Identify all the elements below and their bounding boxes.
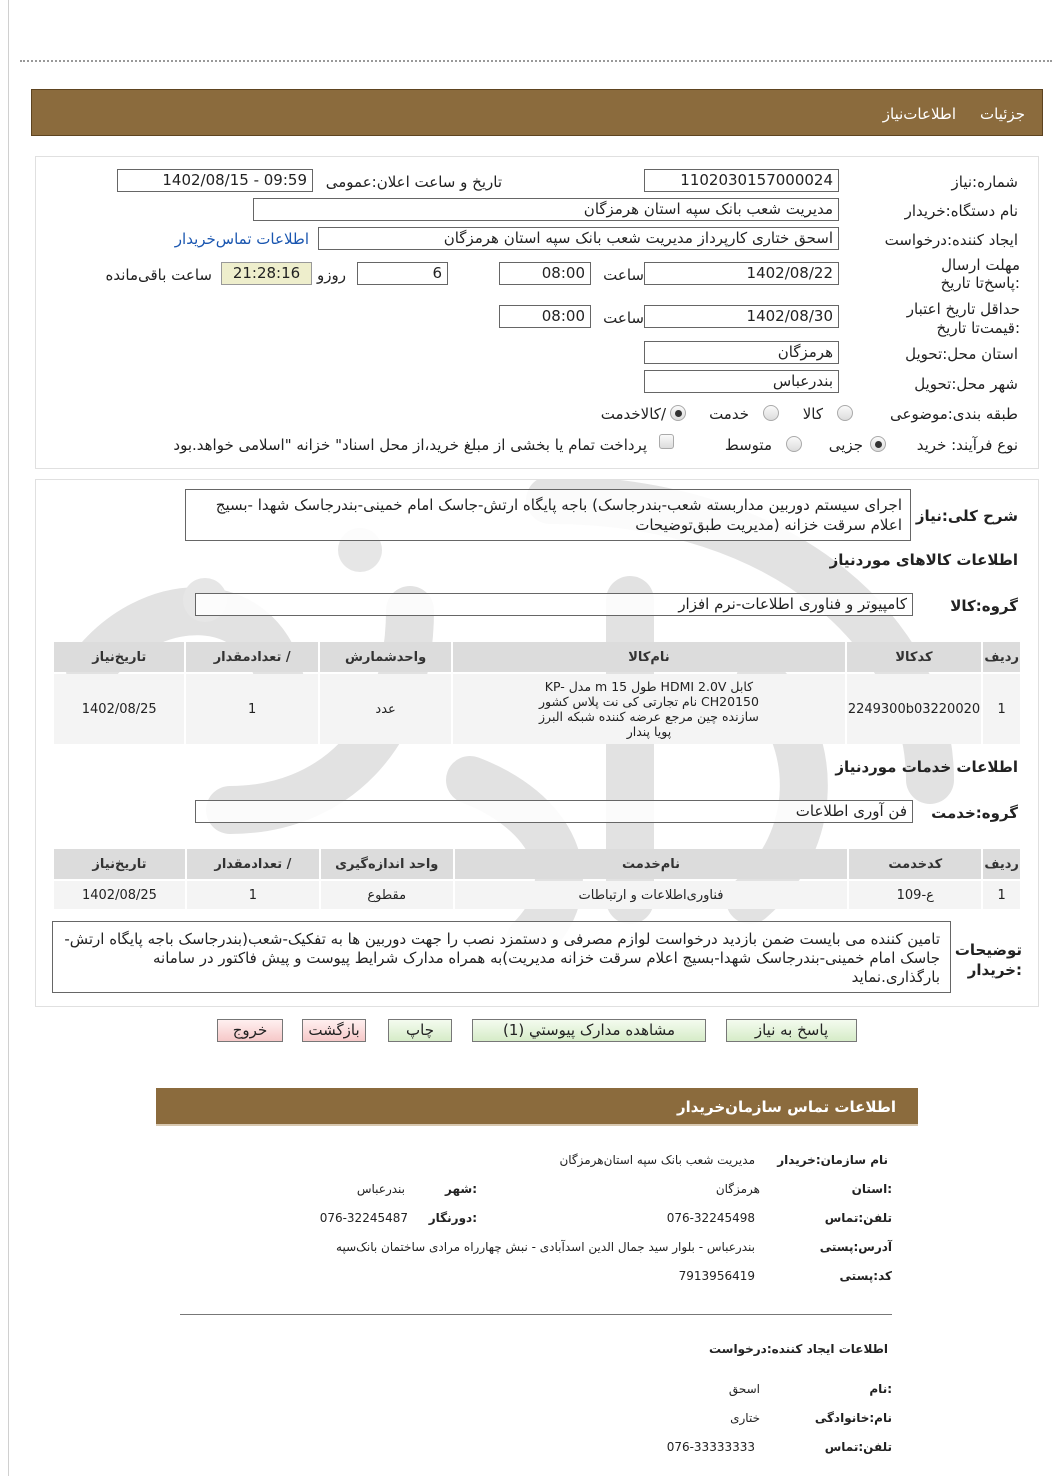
price-date-field: 1402/08/30 xyxy=(644,305,839,328)
goods-table-header xyxy=(54,642,1020,672)
contact-fax-value: 076-32245487 xyxy=(319,1211,408,1225)
price-time-field: 08:00 xyxy=(499,305,591,328)
buyer-contact-link[interactable]: اطلاعات تماس‌خریدار xyxy=(174,230,309,248)
remaining-label: ساعت باقی‌مانده xyxy=(105,266,212,284)
contact-section-title: اطلاعات تماس سازمان‌خریدار xyxy=(676,1098,896,1116)
services-col-qty: / تعدادمقدار xyxy=(187,849,319,879)
contact-city-value: بندرعباس xyxy=(356,1182,405,1196)
contact-phone-label: تلفن:تماس xyxy=(824,1211,892,1225)
contact-province-label: :استان xyxy=(851,1182,892,1196)
back-button[interactable]: بازگشت xyxy=(302,1019,366,1042)
contact-city-label: :شهر xyxy=(445,1182,477,1196)
need-number-label: شماره:نیاز xyxy=(951,173,1018,191)
process-option-medium: متوسط xyxy=(724,436,772,454)
category-option-service: خدمت xyxy=(709,405,749,423)
goods-col-date: تاریخ‌نیاز xyxy=(54,642,184,672)
goods-cell-qty: 1 xyxy=(186,674,317,744)
services-col-name: نام‌خدمت xyxy=(455,849,848,879)
announce-date-field: 1402/08/15 - 09:59 xyxy=(117,169,313,192)
exit-button[interactable]: خروج xyxy=(217,1019,283,1042)
buyer-notes-text: تامین کننده می بایست ضمن بازدید درخواست لوازم مصرفی و دستمزد نصب را جهت دوربین ها به تفکیک-شعب(بندرجاسک باجه پایگاه ارتش-جاسک امام خمینی-بندرجاسک شهدا-بسیج اعلام سرقت خزانه مدیریت)به همراه مدارک شرایط پیوست و پیش فاکتور در سامانه بارگذاری.نماید xyxy=(52,921,951,993)
creator-info-title: اطلاعات ایجاد کننده:درخواست xyxy=(708,1342,888,1356)
services-table-header xyxy=(54,849,1020,879)
contact-province-value: هرمزگان xyxy=(715,1182,760,1196)
table-row xyxy=(54,674,1020,744)
services-cell-name: فناوری‌اطلاعات و ارتباطات xyxy=(455,881,848,909)
print-button[interactable]: چاپ xyxy=(388,1019,452,1042)
creator-family-label: نام:خانوادگی xyxy=(814,1411,892,1425)
services-col-code: کدخدمت xyxy=(849,849,981,879)
contact-section-bar xyxy=(156,1088,918,1126)
goods-table xyxy=(52,640,1022,746)
top-dotted-separator xyxy=(20,60,1052,62)
creator-field: اسحق ختاری کارپرداز مدیریت شعب بانک سپه استان هرمزگان xyxy=(318,227,839,250)
goods-cell-date: 1402/08/25 xyxy=(54,674,184,744)
contact-postal-value: 7913956419 xyxy=(678,1269,755,1283)
contact-postal-label: کد:پستی xyxy=(839,1269,892,1283)
price-time-label: ساعت xyxy=(603,309,644,327)
goods-col-unit: واحدشمارش xyxy=(320,642,451,672)
category-option-goods: کالا xyxy=(802,405,823,423)
days-field: 6 xyxy=(357,262,448,285)
tab-need-info[interactable]: اطلاعات‌نیاز xyxy=(882,105,956,123)
goods-col-row: ردیف xyxy=(983,642,1020,672)
category-option-goods-service: /کالاخدمت xyxy=(600,405,666,423)
goods-col-name: نام‌کالا xyxy=(453,642,844,672)
province-label: استان محل:تحویل xyxy=(905,345,1018,363)
reply-deadline-label: مهلت ارسال :پاسخ‌تا تاریخ xyxy=(940,256,1020,292)
contact-divider xyxy=(180,1314,892,1315)
treasury-checkbox[interactable] xyxy=(659,434,674,449)
process-option-minor: جزیی xyxy=(828,436,863,454)
process-radio-medium[interactable] xyxy=(786,436,802,452)
services-col-date: تاریخ‌نیاز xyxy=(54,849,185,879)
city-label: شهر محل:تحویل xyxy=(914,375,1018,393)
goods-col-code: کدکالا xyxy=(847,642,982,672)
buyer-notes-label: توضیحات :خریدار xyxy=(954,941,1022,979)
contact-org-label: نام سازمان:خریدار xyxy=(777,1153,888,1167)
creator-label: ایجاد کننده:درخواست xyxy=(884,231,1018,249)
services-section-title: اطلاعات خدمات موردنیاز xyxy=(835,758,1018,776)
city-field: بندرعباس xyxy=(644,370,839,393)
reply-time-label: ساعت xyxy=(603,266,644,284)
category-label: طبقه بندی:موضوعی xyxy=(890,405,1018,423)
goods-cell-unit: عدد xyxy=(320,674,451,744)
table-row xyxy=(54,881,1020,909)
category-radio-goods-service[interactable] xyxy=(670,405,686,421)
goods-group-label: گروه:کالا xyxy=(950,597,1018,615)
contact-phone-value: 076-32245498 xyxy=(666,1211,755,1225)
attachments-button[interactable]: مشاهده مدارک پیوستي (1) xyxy=(472,1019,706,1042)
goods-group-field: کامپیوتر و فناوری اطلاعات-نرم افزار xyxy=(195,593,913,616)
goods-section-title: اطلاعات کالاهای موردنیاز xyxy=(829,551,1018,569)
need-number-field: 1102030157000024 xyxy=(644,169,839,192)
tab-header-bar xyxy=(31,89,1043,136)
reply-time-field: 08:00 xyxy=(499,262,591,285)
process-label: نوع فرآیند: خرید xyxy=(916,436,1018,454)
services-cell-date: 1402/08/25 xyxy=(54,881,185,909)
reply-button[interactable]: پاسخ به نیاز xyxy=(726,1019,857,1042)
remaining-timer: 21:28:16 xyxy=(221,262,312,285)
price-validity-label: حداقل تاریخ اعتبار :قیمت‌تا تاریخ xyxy=(906,300,1020,337)
creator-name-value: اسحق xyxy=(728,1382,760,1396)
days-label: روزو xyxy=(317,266,346,284)
goods-cell-name-text: کابل HDMI 2.0V طول 15 m مدل KP-CH20150 نام تجارتی کی نت پلاس کشور سازنده چین مرجع عرضه کننده شبکه البرز پویا پندار xyxy=(538,679,759,739)
left-border-line xyxy=(8,0,9,1476)
services-cell-qty: 1 xyxy=(187,881,319,909)
services-group-field: فن آوری اطلاعات xyxy=(195,800,913,823)
services-cell-unit: مقطوع xyxy=(321,881,453,909)
contact-address-value: بندرعباس - بلوار سید جمال الدین اسدآبادی - نبش چهارراه مرادی ساختمان بانک‌سپه xyxy=(336,1240,755,1254)
buyer-org-label: نام دستگاه:خریدار xyxy=(904,202,1018,220)
goods-cell-name xyxy=(453,674,844,744)
creator-phone-label: تلفن:تماس xyxy=(824,1440,892,1454)
services-col-unit: واحد اندازه‌گیری xyxy=(321,849,453,879)
creator-family-value: ختاری xyxy=(730,1411,760,1425)
goods-col-qty: / تعدادمقدار xyxy=(186,642,317,672)
announce-label: تاریخ و ساعت اعلان:عمومی xyxy=(325,173,502,191)
services-cell-code: ع-109 xyxy=(849,881,981,909)
summary-label: شرح کلی:نیاز xyxy=(915,507,1018,525)
category-radio-service[interactable] xyxy=(763,405,779,421)
tab-details[interactable]: جزئیات xyxy=(980,105,1025,123)
contact-org-value: مدیریت شعب بانک سپه استان‌هرمزگان xyxy=(559,1153,755,1167)
contact-fax-label: :دورنگار xyxy=(428,1211,477,1225)
category-radio-goods[interactable] xyxy=(837,405,853,421)
treasury-text: پرداخت تمام یا بخشی از مبلغ خرید،از محل اسناد" خزانه "اسلامی خواهد.بود xyxy=(173,436,647,454)
services-group-label: گروه:خدمت xyxy=(931,804,1018,822)
goods-cell-code: 2249300b03220020 xyxy=(847,674,982,744)
services-col-row: ردیف xyxy=(983,849,1020,879)
goods-cell-row: 1 xyxy=(983,674,1020,744)
creator-phone-value: 076-33333333 xyxy=(666,1440,755,1454)
process-radio-minor[interactable] xyxy=(870,436,886,452)
creator-name-label: :نام xyxy=(869,1382,892,1396)
province-field: هرمزگان xyxy=(644,341,839,364)
contact-address-label: آدرس:پستی xyxy=(819,1240,892,1254)
services-cell-row: 1 xyxy=(983,881,1020,909)
summary-text: اجرای سیستم دوربین مداربسته شعب-بندرجاسک) باجه پایگاه ارتش-جاسک امام خمینی-بندرجاسک شهدا -بسیج اعلام سرقت خزانه (مدیریت طبق‌توضیحات xyxy=(185,489,911,541)
reply-date-field: 1402/08/22 xyxy=(644,262,839,285)
buyer-org-field: مدیریت شعب بانک سپه استان هرمزگان xyxy=(253,198,839,221)
services-table xyxy=(52,847,1022,911)
